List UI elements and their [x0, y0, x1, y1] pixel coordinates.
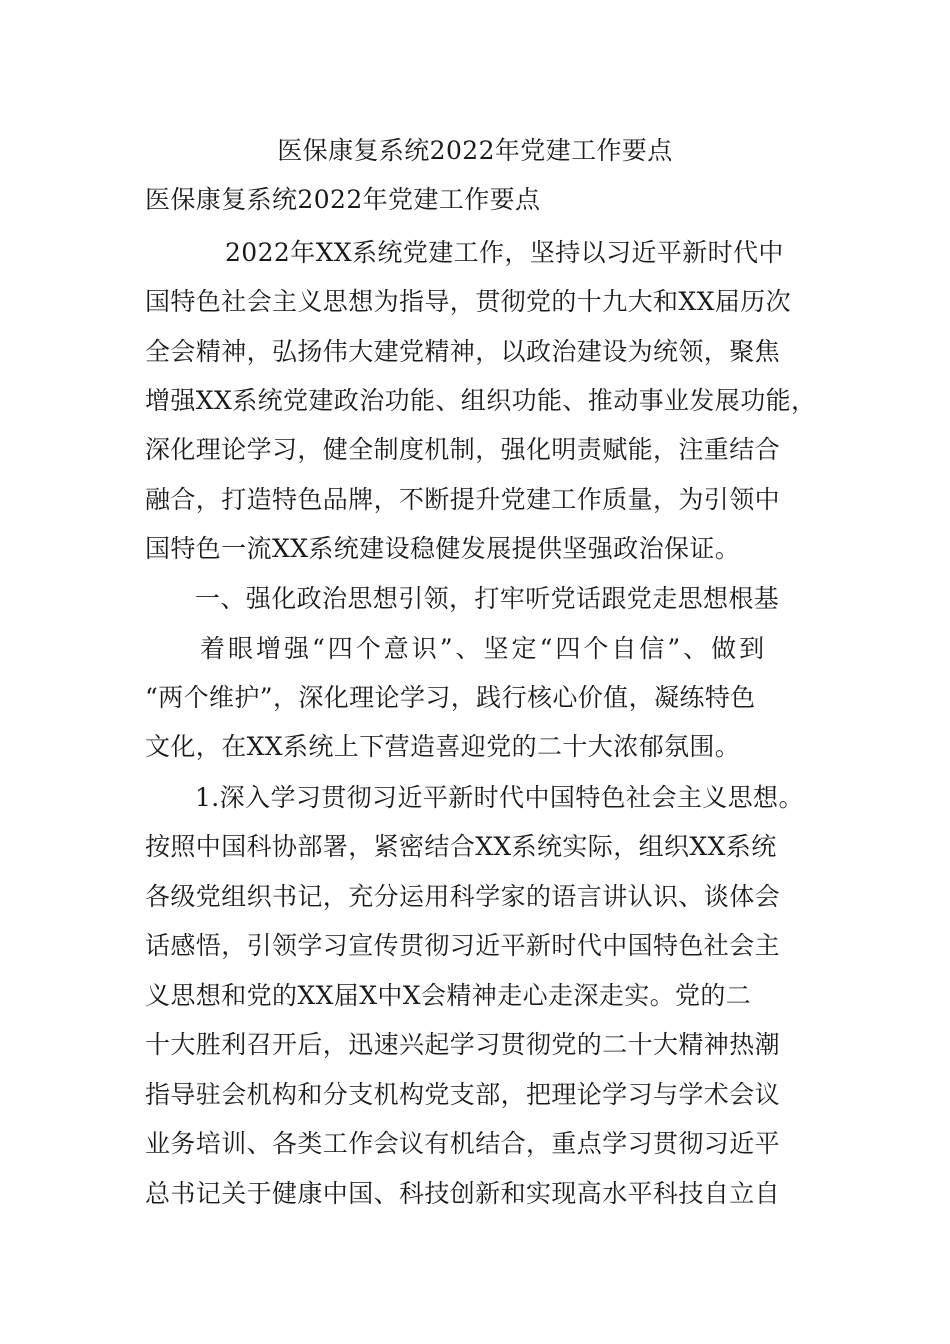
- section-heading: 一、强化政治思想引领，打牢听党话跟党走思想根基: [195, 584, 780, 613]
- body-line: 义思想和党的XX届X中X会精神走心走深走实。党的二: [145, 981, 752, 1010]
- body-line: 指导驻会机构和分支机构党支部，把理论学习与学术会议: [145, 1080, 781, 1109]
- body-line: 话感悟，引领学习宣传贯彻习近平新时代中国特色社会主: [145, 931, 781, 960]
- body-line: 文化，在XX系统上下营造喜迎党的二十大浓郁氛围。: [145, 732, 741, 761]
- body-line: “两个维护”，深化理论学习，践行核心价值，凝练特色: [145, 683, 756, 712]
- body-line: 2022年XX系统党建工作，坚持以习近平新时代中: [225, 238, 784, 267]
- body-line: 增强XX系统党建政治功能、组织功能、推动事业发展功能，: [145, 386, 817, 415]
- subsection-heading: 1.深入学习贯彻习近平新时代中国特色社会主义思想。: [195, 783, 804, 812]
- body-line: 业务培训、各类工作会议有机结合，重点学习贯彻习近平: [145, 1129, 781, 1158]
- document-subtitle: 医保康复系统2022年党建工作要点: [145, 185, 541, 214]
- body-line: 总书记关于健康中国、科技创新和实现高水平科技自立自: [145, 1179, 781, 1208]
- body-line: 融合，打造特色品牌，不断提升党建工作质量，为引领中: [145, 485, 781, 514]
- body-line: 各级党组织书记，充分运用科学家的语言讲认识、谈体会: [145, 882, 781, 911]
- body-line: 按照中国科协部署，紧密结合XX系统实际，组织XX系统: [145, 832, 777, 861]
- body-line: 国特色社会主义思想为指导，贯彻党的十九大和XX届历次: [145, 287, 791, 316]
- document-title: 医保康复系统2022年党建工作要点: [277, 136, 673, 165]
- body-line: 深化理论学习，健全制度机制，强化明责赋能，注重结合: [145, 435, 781, 464]
- body-line: 全会精神，弘扬伟大建党精神，以政治建设为统领，聚焦: [145, 337, 781, 366]
- body-line: 着眼增强“四个意识”、坚定“四个自信”、做到: [200, 634, 768, 663]
- body-line: 十大胜利召开后，迅速兴起学习贯彻党的二十大精神热潮: [145, 1030, 781, 1059]
- body-line: 国特色一流XX系统建设稳健发展提供坚强政治保证。: [145, 534, 741, 563]
